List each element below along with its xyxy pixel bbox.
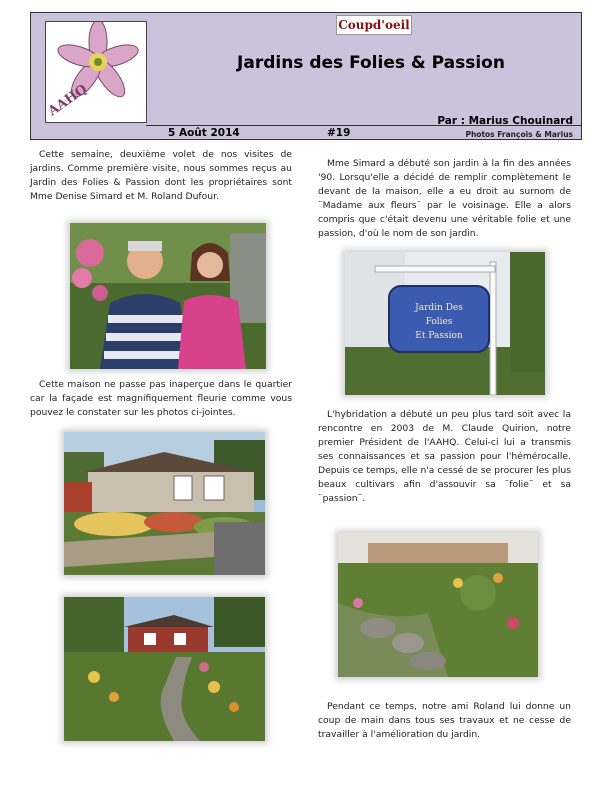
photo-front-garden (64, 432, 265, 575)
photos-credit: Photos François & Marius (465, 130, 573, 139)
paragraph-history: Mme Simard a débuté son jardin à la fin des années '90. Lorsqu'elle a décidé de remplir complètement le devant de la maison, elle a eu droit au surnom de ¨Madame aux fleurs¨ par le voisinage. Elle a alors compris que c'était devenu une véritable folie et une passion, d'où le nom de son jardin. (318, 158, 571, 239)
paragraph-hybridization: L'hybridation a débuté un peu plus tard soit avec la rencontre en 2003 de M. Claude Quirion, notre premier Président de l'AAHQ. Celui-ci lui a transmis ses connaissances et sa passion pour l'hémérocalle. Depuis ce temps, elle n'a cessé de se procurer les plus beaux cultivars afin d'assouvir sa ¨folie¨ et sa ¨passion¨. (318, 409, 571, 504)
issue-number: #19 (327, 127, 351, 139)
logo-text: AAHQ (46, 81, 91, 120)
photo-garden-sign (345, 252, 545, 395)
daylily-logo-icon (46, 22, 146, 122)
issue-date: 5 Août 2014 (168, 127, 240, 139)
page-title: Jardins des Folies & Passion (237, 53, 505, 73)
photo-owners (70, 223, 266, 369)
photo-rock-garden (338, 533, 538, 677)
paragraph-intro: Cette semaine, deuxième volet de nos visites de jardins. Comme première visite, nous sommes reçus au Jardin des Folies & Passion dont les propriétaires sont Mme Denise Simard et M. Roland Dufour. (30, 149, 292, 202)
aahq-logo (45, 21, 147, 123)
sign-line-1: Jardin Des (415, 303, 463, 313)
sign-line-3: Et Passion (415, 331, 463, 341)
paragraph-house: Cette maison ne passe pas inaperçue dans le quartier car la façade est magnifiquement fleurie comme vous pouvez le constater sur les photos ci-jointes. (30, 379, 292, 418)
header-banner (30, 12, 582, 140)
author-byline: Par : Marius Chouinard (437, 115, 573, 127)
paragraph-roland: Pendant ce temps, notre ami Roland lui donne un coup de main dans tous ses travaux et ne cesse de travailler à l'amélioration du jardin. (318, 701, 571, 740)
sign-line-2: Folies (425, 317, 453, 327)
photo-garden-path (64, 597, 265, 741)
magazine-logo: Coupd'oeil (336, 15, 412, 35)
